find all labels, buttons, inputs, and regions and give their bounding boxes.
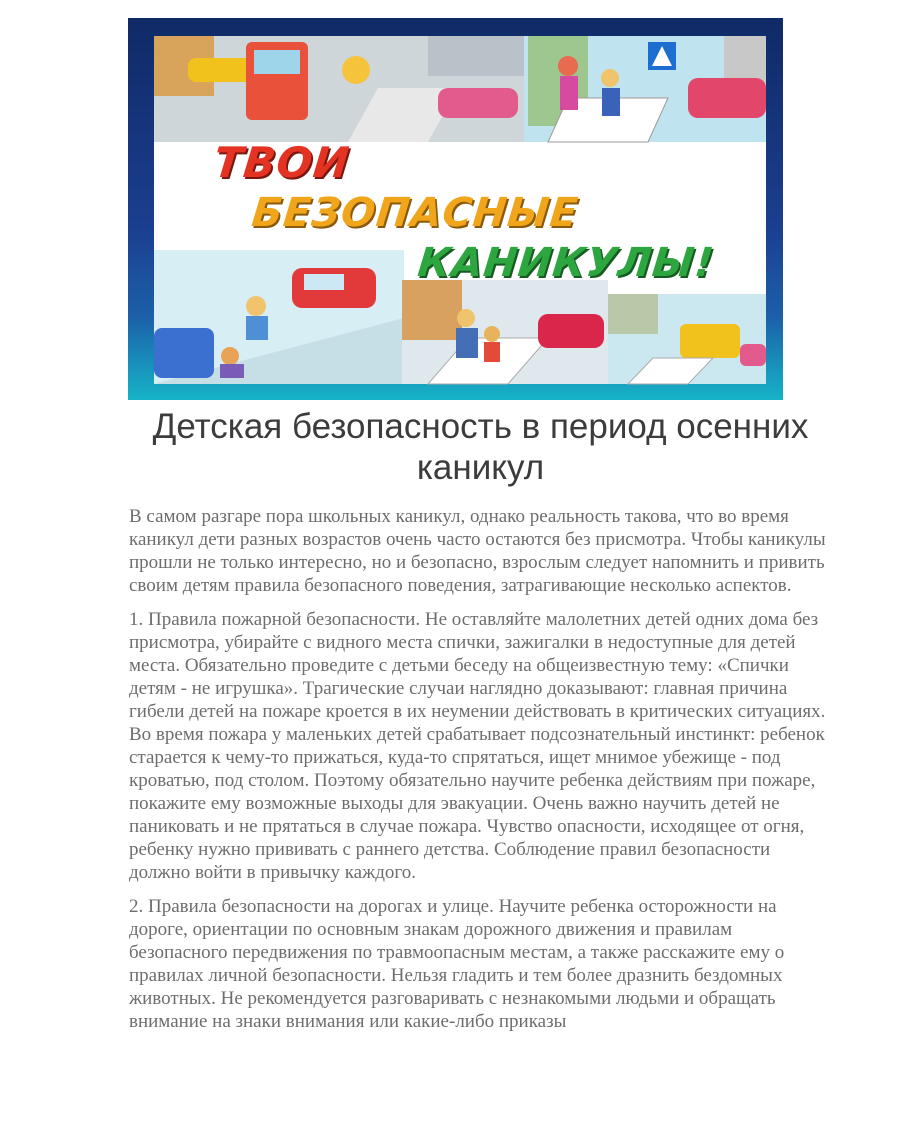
scene-top-right	[524, 36, 766, 142]
article-body	[129, 505, 834, 1044]
article-paragraph-road-safety: 2. Правила безопасности на дорогах и улице. Научите ребенка осторожности на дороге, ориентации по основным знакам дорожного движения и правилам безопасного передвижения по травмоопасным местам, а также расскажите ему о правилах личной безопасности. Нельзя гладить и тем более дразнить бездомных животных. Не рекомендуется разговаривать с незнакомыми людьми и обращать внимание на знаки внимания или какие-либо приказы	[129, 896, 785, 1032]
article-paragraph-fire-safety: 1. Правила пожарной безопасности. Не оставляйте малолетних детей одних дома без присмотра, убирайте с видного места спички, зажигалки в недоступные для детей места. Обязательно проведите с детьми беседу на общеизвестную тему: «Спички детям - не игрушка». Трагические случаи наглядно доказывают: главная причина гибели детей на пожаре кроется в их неумении действовать в критических ситуациях. Во время пожара у маленьких детей срабатывает подсознательный инстинкт: ребенок старается к чему-то прижаться, куда-то спрятаться, ищет мнимое убежище - под кроватью, под столом. Поэтому обязательно научите ребенка действиям при пожаре, покажите ему возможные выходы для эвакуации. Очень важно научить детей не паниковать и не прятаться в случае пожара. Чувство опасности, исходящее от огня, ребенку нужно прививать с раннего детства. Соблюдение правил безопасности должно войти в привычку каждого.	[129, 609, 826, 883]
scene-bottom-right	[608, 294, 766, 384]
scene-bottom-left	[154, 250, 404, 384]
banner-line-2: БЕЗОПАСНЫЕ	[249, 190, 581, 236]
banner-image	[128, 18, 783, 400]
banner-line-3: КАНИКУЛЫ!	[415, 240, 717, 286]
scene-bottom-middle	[402, 280, 608, 384]
banner-line-1: ТВОИ	[211, 138, 353, 187]
article-paragraph-intro: В самом разгаре пора школьных каникул, однако реальность такова, что во время каникул дети разных возрастов очень часто остаются без присмотра. Чтобы каникулы прошли не только интересно, но и безопасно, взрослым следует напомнить и привить своим детям правила безопасного поведения, затрагивающие несколько аспектов.	[129, 506, 826, 596]
scene-top-left	[154, 36, 524, 142]
article-title: Детская безопасность в период осенних каникул	[152, 407, 809, 487]
